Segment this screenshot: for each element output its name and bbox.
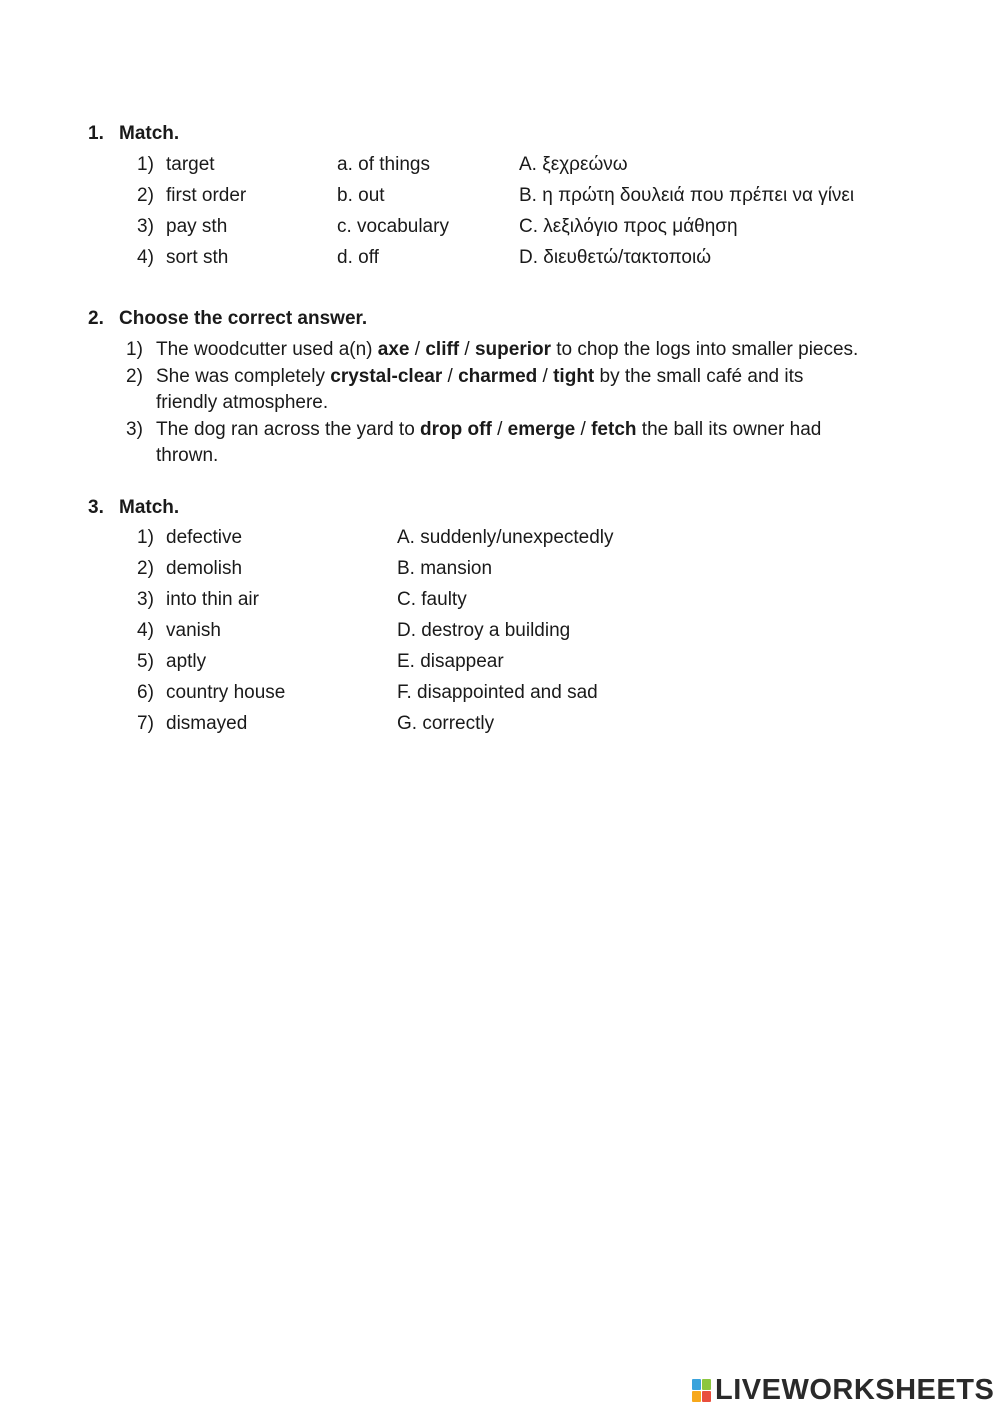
question-text [156,339,858,361]
answer-option[interactable]: drop off [420,419,492,440]
greek-meaning: B. η πρώτη δουλειά που πρέπει να γίνει [519,185,855,206]
question-number: 1) [126,339,143,360]
item-number: 6) [137,682,154,703]
question-text [156,366,803,388]
meaning: D. destroy a building [397,620,571,641]
answer-option[interactable]: charmed [458,366,538,387]
meaning: F. disappointed and sad [397,682,598,703]
answer-option[interactable]: superior [474,339,551,360]
item-number: 3) [137,589,154,610]
meaning: B. mansion [397,558,493,579]
match-row [0,682,1000,708]
word: into thin air [166,589,259,610]
exercise-3-title [88,497,179,519]
question-text-continued: friendly atmosphere. [156,392,329,413]
term: pay sth [166,216,228,237]
item-number: 5) [137,651,154,672]
item-number: 2) [137,185,154,206]
match-row [0,247,1000,273]
option-separator: / [537,366,554,387]
logo-mark-icon [692,1379,711,1402]
item-number: 1) [137,527,154,548]
option-separator: / [575,419,592,440]
option-separator: / [459,339,475,360]
answer-option[interactable]: axe [377,339,410,360]
exercise-3-heading: Match. [119,497,180,518]
question-text-after: to chop the logs into smaller pieces. [551,339,859,360]
question-text-after: by the small café and its [594,366,804,387]
match-row [0,651,1000,677]
meaning: G. correctly [397,713,495,734]
answer-option[interactable]: cliff [425,339,460,360]
answer-option[interactable]: emerge [507,419,576,440]
option-separator: / [442,366,459,387]
match-row [0,558,1000,584]
exercise-2-number: 2. [88,308,104,329]
option-separator: / [491,419,508,440]
word: defective [166,527,243,548]
term: sort sth [166,247,229,268]
exercise-3-number: 3. [88,497,104,518]
item-number: 3) [137,216,154,237]
answer-option[interactable]: crystal-clear [330,366,443,387]
word: vanish [166,620,221,641]
match-row [0,713,1000,739]
logo-square [692,1391,701,1402]
suffix-option: c. vocabulary [337,216,449,237]
exercise-2-title [88,308,367,330]
question-text-continued: thrown. [156,445,219,466]
suffix-option: a. of things [337,154,430,175]
logo-square [702,1391,711,1402]
match-row [0,527,1000,553]
greek-meaning: A. ξεχρεώνω [519,154,628,175]
word: country house [166,682,286,703]
question-text-before: The dog ran across the yard to [156,419,421,440]
exercise-1-title [88,123,179,145]
exercise-1-number: 1. [88,123,104,144]
logo-square [702,1379,711,1390]
item-number: 2) [137,558,154,579]
exercise-2-heading: Choose the correct answer. [119,308,368,329]
word: demolish [166,558,243,579]
question-text-before: She was completely [156,366,331,387]
match-row [0,589,1000,615]
greek-meaning: C. λεξιλόγιο προς μάθηση [519,216,738,237]
suffix-option: b. out [337,185,385,206]
meaning: A. suddenly/unexpectedly [397,527,614,548]
question-text-before: The woodcutter used a(n) [156,339,378,360]
meaning: E. disappear [397,651,504,672]
answer-option[interactable]: tight [553,366,595,387]
logo-text: LIVEWORKSHEETS [715,1373,995,1406]
liveworksheets-logo[interactable] [692,1373,994,1407]
question-text [156,419,821,441]
item-number: 7) [137,713,154,734]
match-row [0,216,1000,242]
answer-option[interactable]: fetch [591,419,637,440]
item-number: 4) [137,620,154,641]
term: first order [166,185,247,206]
match-row [0,185,1000,211]
suffix-option: d. off [337,247,379,268]
meaning: C. faulty [397,589,467,610]
question-text-after: the ball its owner had [636,419,822,440]
term: target [166,154,215,175]
greek-meaning: D. διευθετώ/τακτοποιώ [519,247,712,268]
word: dismayed [166,713,248,734]
logo-square [692,1379,701,1390]
word: aptly [166,651,207,672]
item-number: 1) [137,154,154,175]
match-row [0,154,1000,180]
question-number: 2) [126,366,143,387]
question-number: 3) [126,419,143,440]
match-row [0,620,1000,646]
item-number: 4) [137,247,154,268]
exercise-1-heading: Match. [119,123,180,144]
option-separator: / [409,339,426,360]
